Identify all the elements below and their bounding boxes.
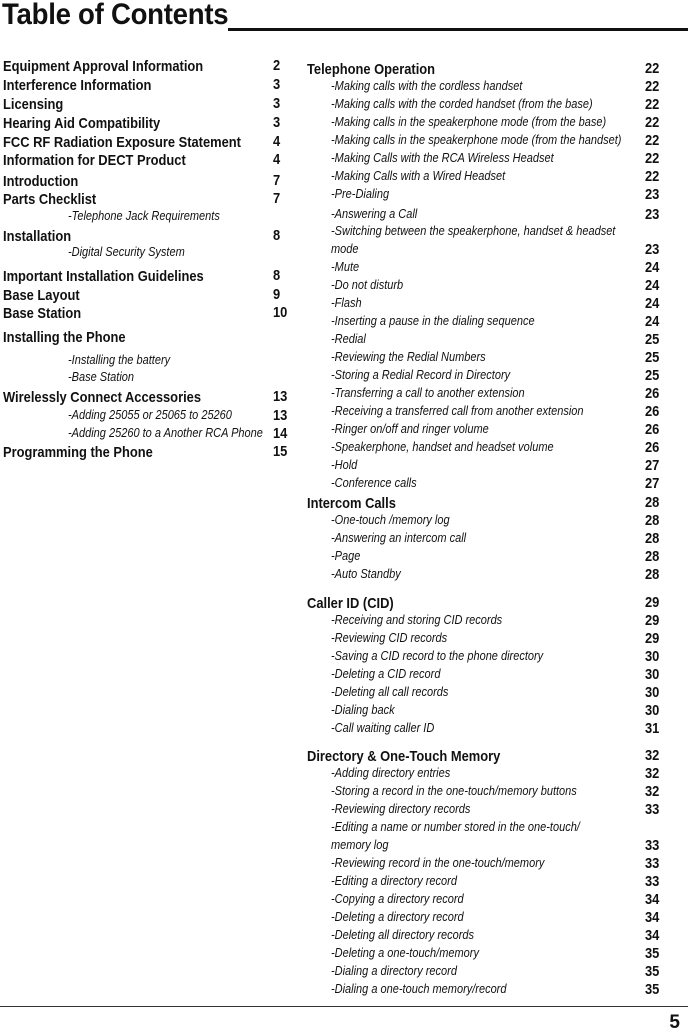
toc-subentry: -Hold: [331, 458, 358, 472]
toc-subentry: -Pre-Dialing: [331, 187, 390, 201]
toc-page-number: 25: [645, 349, 660, 366]
toc-subentry: -Call waiting caller ID: [331, 721, 435, 735]
toc-page-number: 33: [645, 873, 660, 890]
toc-section-heading: Parts Checklist: [3, 191, 97, 208]
toc-page-number: 22: [645, 150, 660, 167]
toc-subentry: -Inserting a pause in the dialing sequence: [331, 314, 535, 328]
toc-page-number: 26: [645, 421, 660, 438]
toc-subentry: -Answering a Call: [331, 207, 418, 221]
toc-subentry: -Dialing back: [331, 703, 395, 717]
toc-subentry: -Deleting all directory records: [331, 928, 475, 942]
toc-subentry: -Making Calls with the RCA Wireless Headset: [331, 151, 554, 165]
toc-page-number: 32: [645, 747, 660, 764]
toc-section-heading: Installing the Phone: [3, 329, 126, 346]
toc-page-number: 25: [645, 367, 660, 384]
toc-page-number: 24: [645, 295, 660, 312]
toc-page-number: 30: [645, 702, 660, 719]
toc-page-number: 26: [645, 439, 660, 456]
toc-page-number: 35: [645, 981, 660, 998]
toc-subentry: -Auto Standby: [331, 567, 401, 581]
toc-subentry: -Storing a Redial Record in Directory: [331, 368, 511, 382]
toc-subentry: -Copying a directory record: [331, 892, 464, 906]
toc-page-number: 28: [645, 566, 660, 583]
toc-subentry: -One-touch /memory log: [331, 513, 450, 527]
toc-section-heading: Base Layout: [3, 287, 80, 304]
toc-page-number: 22: [645, 78, 660, 95]
toc-page-number: 13: [273, 388, 288, 405]
toc-page-number: 4: [273, 133, 281, 150]
toc-subentry: -Making calls in the speakerphone mode (from the handset): [331, 133, 622, 147]
toc-page-number: 23: [645, 206, 660, 223]
toc-subentry: -Making calls with the cordless handset: [331, 79, 523, 93]
toc-page-number: 33: [645, 837, 660, 854]
toc-page-number: 22: [645, 132, 660, 149]
toc-subentry: -Reviewing CID records: [331, 631, 448, 645]
toc-page-number: 9: [273, 286, 281, 303]
toc-page-number: 8: [273, 267, 281, 284]
toc-page-number: 22: [645, 96, 660, 113]
toc-subentry: -Reviewing record in the one-touch/memory: [331, 856, 545, 870]
toc-section-heading: Installation: [3, 228, 72, 245]
toc-subentry: -Deleting all call records: [331, 685, 449, 699]
toc-page-number: 30: [645, 666, 660, 683]
toc-page-number: 28: [645, 512, 660, 529]
toc-subentry: -Mute: [331, 260, 360, 274]
toc-section-heading: Base Station: [3, 305, 82, 322]
toc-page-number: 30: [645, 684, 660, 701]
toc-page-number: 7: [273, 172, 281, 189]
toc-page-number: 30: [645, 648, 660, 665]
toc-page-number: 34: [645, 909, 660, 926]
toc-page-number: 23: [645, 186, 660, 203]
toc-section-heading: Intercom Calls: [307, 495, 396, 512]
toc-subentry: -Ringer on/off and ringer volume: [331, 422, 489, 436]
toc-page-number: 31: [645, 720, 660, 737]
toc-subentry: -Adding 25055 or 25065 to 25260: [68, 408, 232, 422]
toc-section-heading: Caller ID (CID): [307, 595, 394, 612]
toc-page-number: 27: [645, 457, 660, 474]
toc-subentry: -Adding directory entries: [331, 766, 451, 780]
toc-subentry: -Answering an intercom call: [331, 531, 467, 545]
toc-page-number: 28: [645, 494, 660, 511]
toc-page-number: 35: [645, 945, 660, 962]
toc-page-number: 8: [273, 227, 281, 244]
toc-section-heading: Important Installation Guidelines: [3, 268, 204, 285]
toc-subentry: -Speakerphone, handset and headset volume: [331, 440, 554, 454]
toc-page-number: 29: [645, 630, 660, 647]
toc-page-number: 28: [645, 548, 660, 565]
toc-page-number: 14: [273, 425, 288, 442]
toc-subentry: mode: [331, 242, 359, 256]
toc-subentry: -Dialing a one-touch memory/record: [331, 982, 507, 996]
toc-page-number: 7: [273, 190, 281, 207]
toc-section-heading: Interference Information: [3, 77, 152, 94]
toc-section-heading: Telephone Operation: [307, 61, 436, 78]
toc-page-number: 4: [273, 151, 281, 168]
toc-page-number: 22: [645, 60, 660, 77]
toc-page-number: 22: [645, 114, 660, 131]
toc-page-number: 22: [645, 168, 660, 185]
toc-subentry: -Adding 25260 to a Another RCA Phone: [68, 426, 263, 440]
toc-section-heading: Licensing: [3, 96, 64, 113]
toc-subentry: -Storing a record in the one-touch/memory buttons: [331, 784, 577, 798]
toc-page-number: 2: [273, 57, 281, 74]
toc-page-number: 35: [645, 963, 660, 980]
toc-section-heading: Information for DECT Product: [3, 152, 186, 169]
toc-page-number: 24: [645, 277, 660, 294]
toc-subentry: -Editing a name or number stored in the one-touch/: [331, 820, 580, 834]
toc-page-number: 32: [645, 765, 660, 782]
toc-section-heading: Introduction: [3, 173, 79, 190]
toc-subentry: -Flash: [331, 296, 362, 310]
toc-page-number: 3: [273, 114, 281, 131]
toc-page-number: 24: [645, 313, 660, 330]
toc-page-number: 15: [273, 443, 288, 460]
toc-subentry: -Dialing a directory record: [331, 964, 457, 978]
toc-subentry: -Transferring a call to another extension: [331, 386, 525, 400]
toc-page-number: 34: [645, 891, 660, 908]
toc-subentry: -Reviewing directory records: [331, 802, 471, 816]
toc-subentry: -Deleting a one-touch/memory: [331, 946, 479, 960]
toc-page-number: 10: [273, 304, 288, 321]
toc-page-number: 29: [645, 612, 660, 629]
toc-page-number: 13: [273, 407, 288, 424]
toc-page-number: 33: [645, 855, 660, 872]
toc-subentry: -Editing a directory record: [331, 874, 457, 888]
toc-subentry: -Deleting a directory record: [331, 910, 464, 924]
toc-page-number: 3: [273, 95, 281, 112]
toc-page-number: 26: [645, 403, 660, 420]
toc-page-number: 33: [645, 801, 660, 818]
toc-subentry: -Redial: [331, 332, 366, 346]
toc-subentry: -Receiving and storing CID records: [331, 613, 503, 627]
toc-section-heading: FCC RF Radiation Exposure Statement: [3, 134, 241, 151]
toc-page-number: 26: [645, 385, 660, 402]
footer-rule: [0, 1006, 688, 1007]
toc-section-heading: Hearing Aid Compatibility: [3, 115, 161, 132]
toc-subentry: -Deleting a CID record: [331, 667, 441, 681]
toc-page-number: 34: [645, 927, 660, 944]
toc-section-heading: Directory & One-Touch Memory: [307, 748, 501, 765]
toc-section-heading: Equipment Approval Information: [3, 58, 204, 75]
toc-page-number: 23: [645, 241, 660, 258]
toc-subentry: -Receiving a transferred call from another extension: [331, 404, 584, 418]
toc-subentry: -Base Station: [68, 370, 135, 384]
toc-subentry: -Digital Security System: [68, 245, 185, 259]
toc-subentry: -Saving a CID record to the phone directory: [331, 649, 544, 663]
toc-page-number: 25: [645, 331, 660, 348]
page-number: 5: [669, 1012, 680, 1033]
toc-subentry: -Page: [331, 549, 361, 563]
toc-subentry: -Making Calls with a Wired Headset: [331, 169, 506, 183]
toc-section-heading: Wirelessly Connect Accessories: [3, 389, 202, 406]
toc-subentry: -Installing the battery: [68, 353, 171, 367]
toc-page-number: 29: [645, 594, 660, 611]
toc-subentry: -Reviewing the Redial Numbers: [331, 350, 486, 364]
toc-subentry: -Switching between the speakerphone, handset & headset: [331, 224, 616, 238]
toc-page-number: 32: [645, 783, 660, 800]
toc-page-number: 24: [645, 259, 660, 276]
toc-page-number: 3: [273, 76, 281, 93]
toc-subentry: -Do not disturb: [331, 278, 404, 292]
page-title: Table of Contents: [2, 0, 229, 31]
toc-page-number: 27: [645, 475, 660, 492]
toc-subentry: -Telephone Jack Requirements: [68, 209, 220, 223]
toc-section-heading: Programming the Phone: [3, 444, 153, 461]
toc-page-number: 28: [645, 530, 660, 547]
toc-subentry: -Making calls with the corded handset (from the base): [331, 97, 593, 111]
toc-subentry: memory log: [331, 838, 389, 852]
toc-subentry: -Making calls in the speakerphone mode (from the base): [331, 115, 607, 129]
toc-subentry: -Conference calls: [331, 476, 417, 490]
